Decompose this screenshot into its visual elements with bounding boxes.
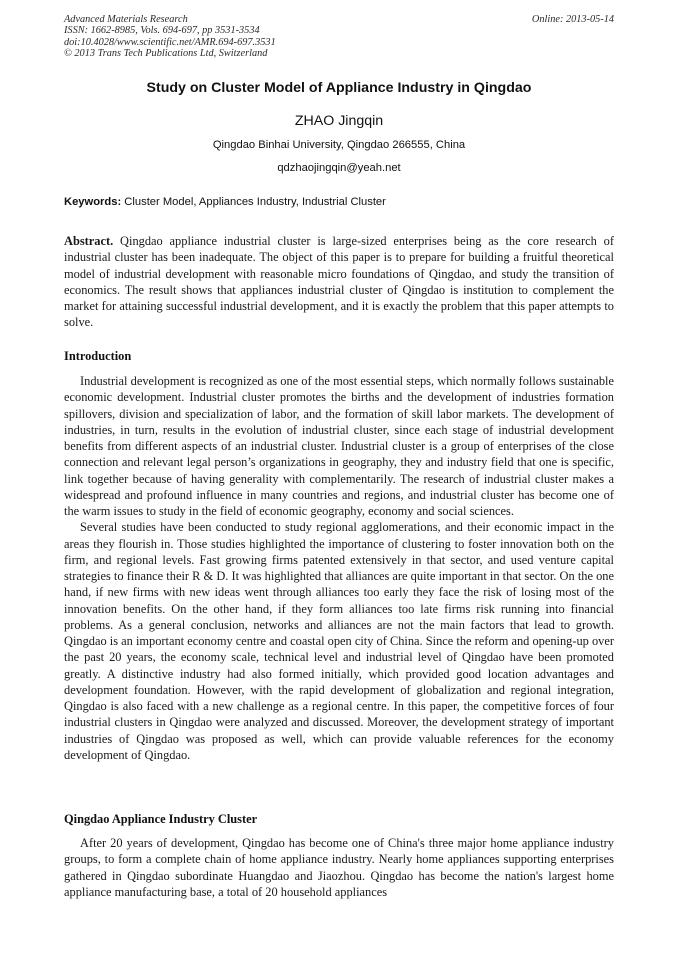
- keywords-text: Cluster Model, Appliances Industry, Industrial Cluster: [121, 196, 386, 208]
- issn-line: ISSN: 1662-8985, Vols. 694-697, pp 3531-3534: [64, 25, 260, 37]
- paragraph: After 20 years of development, Qingdao has become one of China's three major home appliance industry groups, to form a complete chain of home appliance industry. Nearly home appliances supporting enterprises gathered in Qingdao subordinate Huangdao and Jiaozhou. Qingdao has become the nation's largest home appliance manufacturing base, a total of 20 household appliances: [64, 836, 614, 899]
- abstract: [64, 233, 614, 331]
- paragraph: Several studies have been conducted to study regional agglomerations, and their economic impact in the areas they flourish in. Those studies highlighted the importance of clustering to foster innovation both on the firm, and regional levels. Fast growing firms patented extensively in that sector, and used venture capital strategies to finance their R & D. It was highlighted that alliances are quite important in that sector. On the one hand, if new firms with new ideas went through alliances too early they face the risk of losing most of the innovation benefits. On the other hand, if they form alliances too late firms risk running into financial problems. As a general conclusion, networks and alliances are not the main factors that lead to growth. Qingdao is an important economy centre and coastal open city of China. Since the reform and opening-up over the past 20 years, the economy scale, technical level and industrial level of Qingdao have been promoted greatly. A distinctive industry had also formed initially, which provided good location advantages and development foundation. However, with the rapid development of globalization and regional integration, Qingdao is also faced with a new challenge as a regional centre. In this paper, the competitive forces of four industrial clusters in Qingdao were analyzed and discussed. Moreover, the development strategy of important industries of Qingdao was proposed as well, which can provide valuable references for the economy development of Qingdao.: [64, 520, 614, 762]
- journal-name: Advanced Materials Research: [64, 14, 188, 25]
- paper-title: Study on Cluster Model of Appliance Industry in Qingdao: [146, 80, 532, 96]
- abstract-label: Abstract.: [64, 234, 114, 248]
- author-email[interactable]: qdzhaojingqin@yeah.net: [277, 162, 401, 174]
- introduction-heading: Introduction: [64, 349, 132, 363]
- keywords: [64, 196, 614, 208]
- online-date: Online: 2013-05-14: [531, 14, 614, 25]
- author-affiliation: Qingdao Binhai University, Qingdao 266555, China: [212, 139, 466, 151]
- cluster-heading: Qingdao Appliance Industry Cluster: [64, 812, 258, 826]
- introduction-body: [64, 373, 614, 763]
- doi-line[interactable]: doi:10.4028/www.scientific.net/AMR.694-697.3531: [64, 36, 276, 48]
- copyright-line: © 2013 Trans Tech Publications Ltd, Switzerland: [64, 47, 268, 59]
- keywords-label: Keywords:: [64, 196, 122, 208]
- journal-header: [64, 14, 614, 59]
- cluster-body: [64, 835, 614, 900]
- abstract-text: Qingdao appliance industrial cluster is large-sized enterprises being as the core research of industrial cluster has been inadequate. The object of this paper is to prepare for building a fruitful theoretical model of industrial development with reasonable micro foundations of Qingdao, and study the transition of economics. The result shows that appliances industrial cluster of Qingdao is institution to complement the market for attaining successful industrial development, and it is exactly the problem that this paper attempts to solve.: [64, 234, 614, 330]
- author-name: ZHAO Jingqin: [294, 113, 384, 129]
- paragraph: Industrial development is recognized as one of the most essential steps, which normally follows sustainable economic development. Industrial cluster promotes the births and the development of industries formation spillovers, division and specialization of labor, and the formation of skill labor markets. The development of industries, in turn, results in the evolution of industrial cluster, since each stage of industrial development benefits from different aspects of an industrial cluster. Industrial cluster is a group of enterprises of the close connection and relevant legal person’s organizations in geography, they and industry field that one is specific, link together because of having generality with complementarily. The research of industrial cluster makes a widespread and profound influence in many countries and regions, and industrial cluster has become one of the warm issues to study in the field of economic geography, economy and social sciences.: [64, 374, 614, 518]
